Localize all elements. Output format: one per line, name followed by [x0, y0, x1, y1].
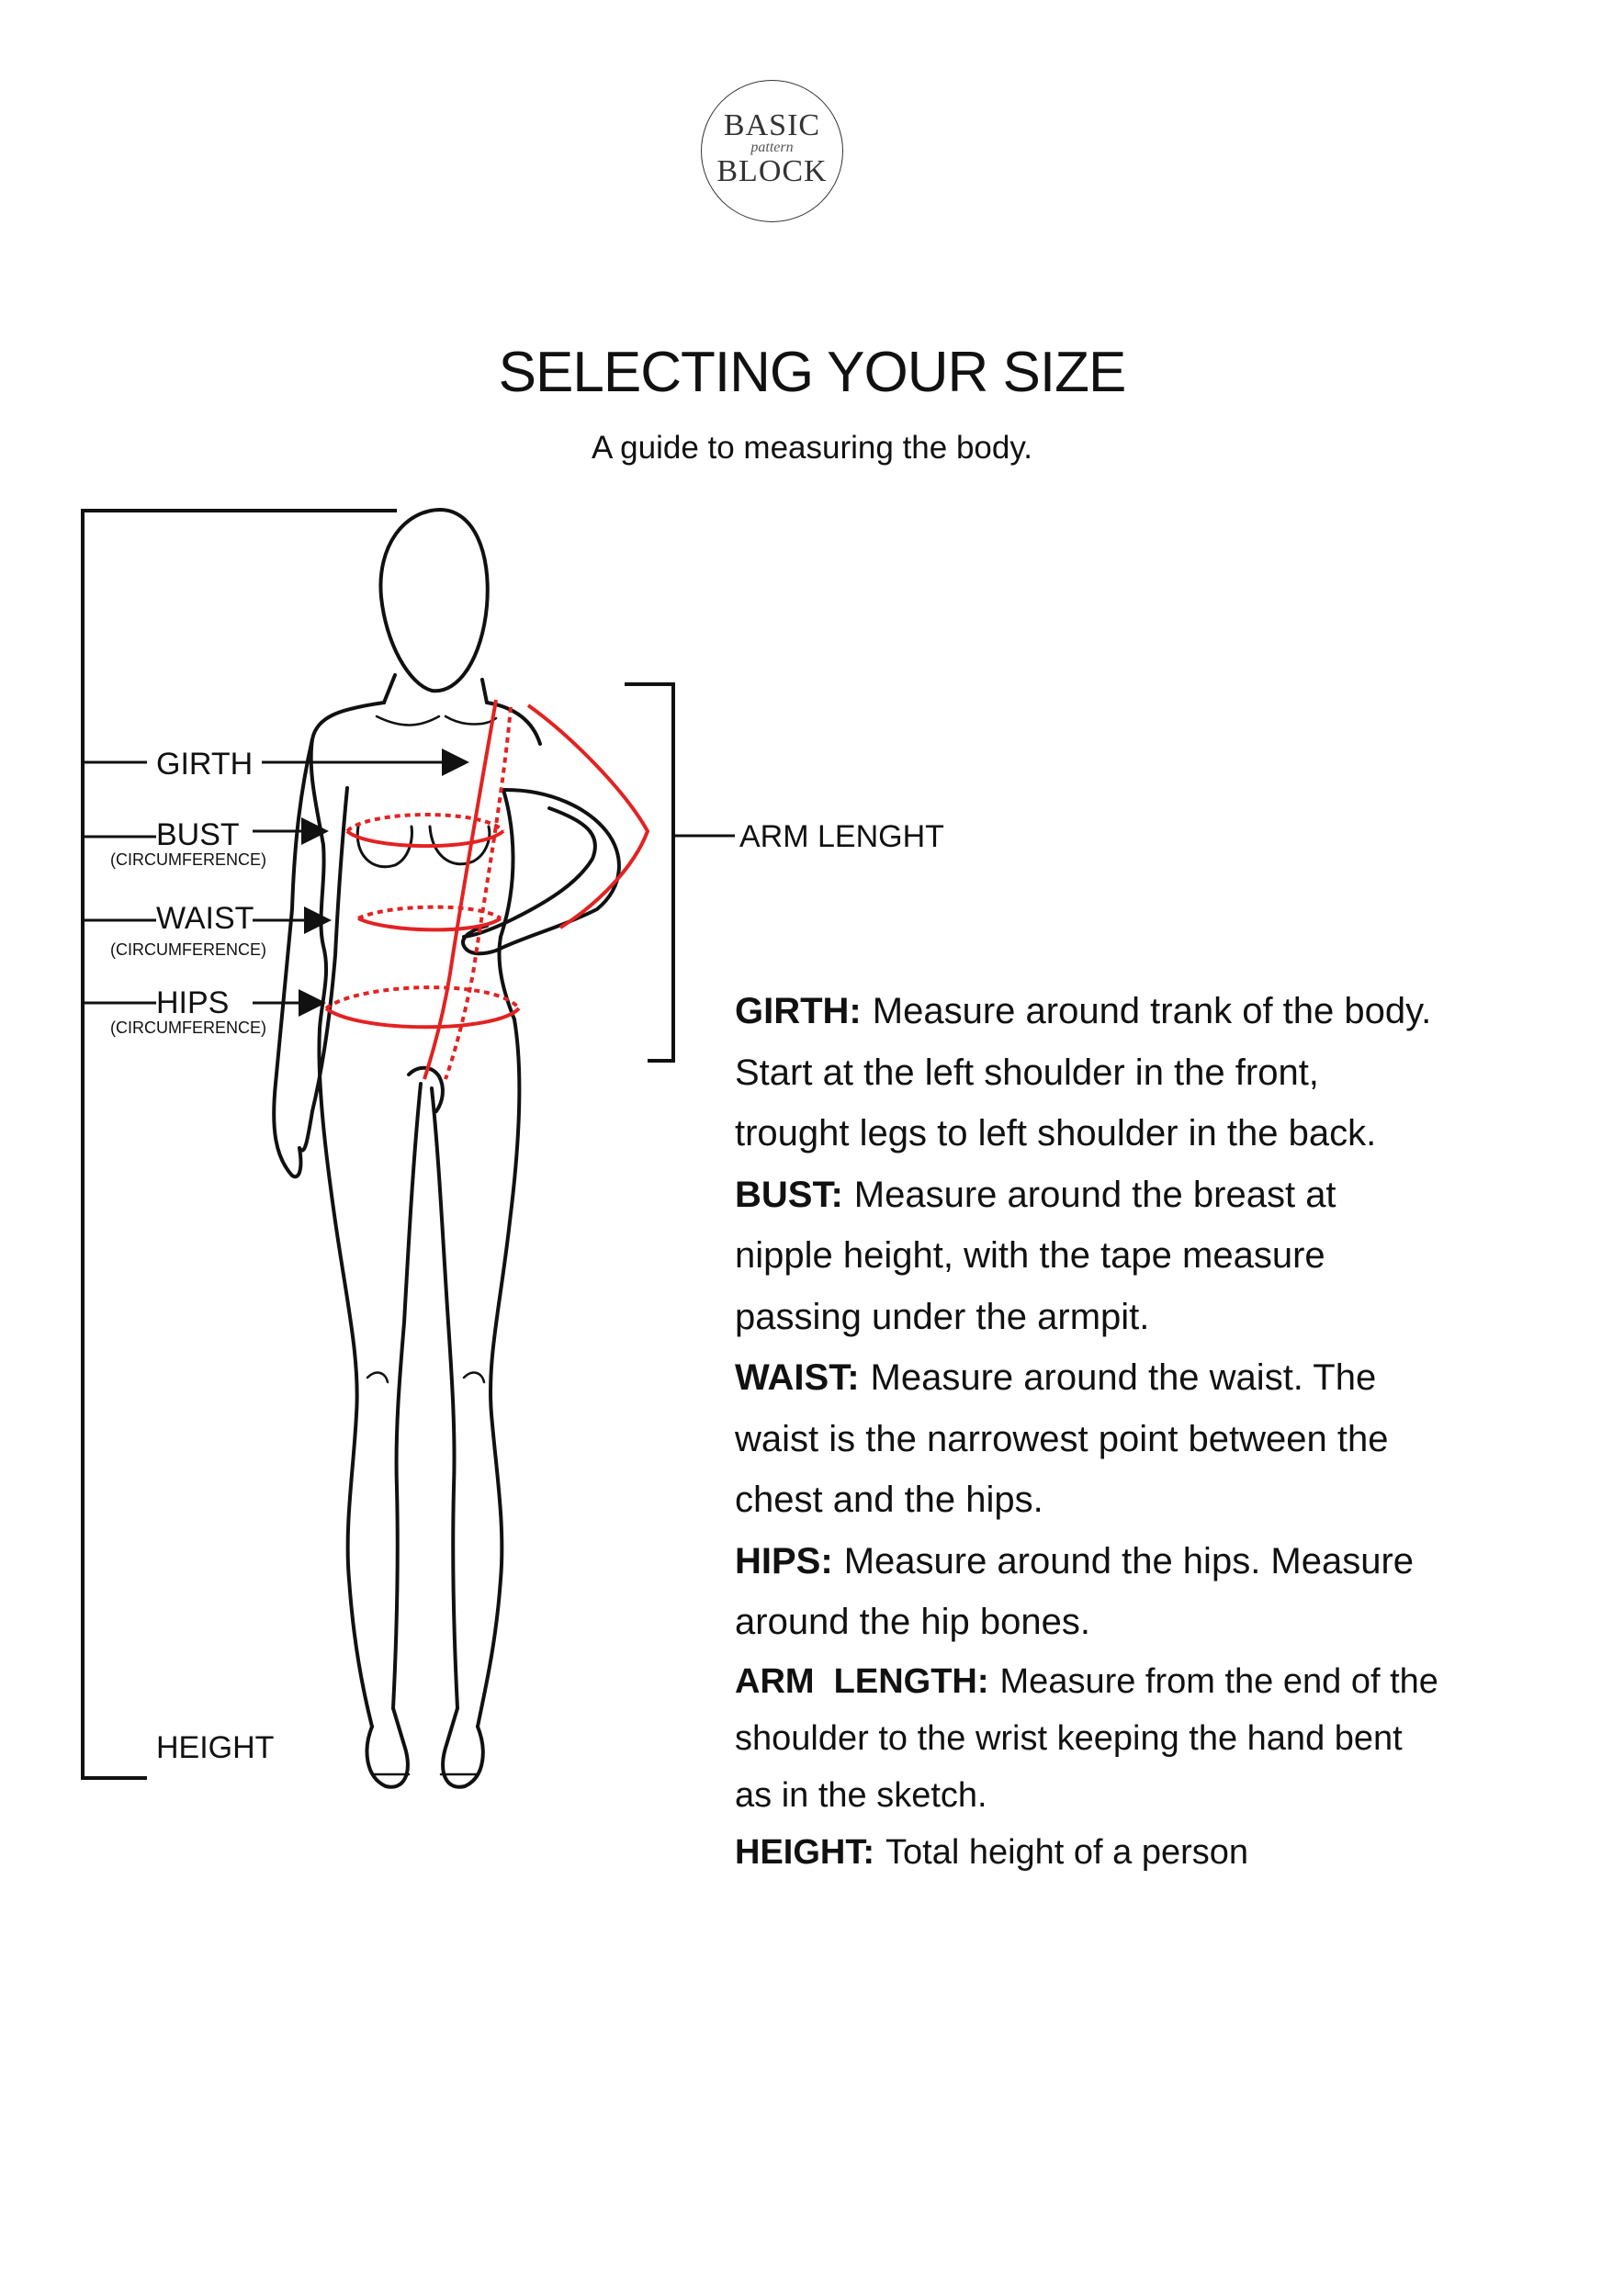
term-hips: HIPS: [735, 1540, 833, 1581]
head-shape [380, 510, 487, 691]
left-torso [311, 703, 384, 1029]
waist-measure-back [358, 907, 501, 918]
logo-text-basic: BASIC [723, 108, 821, 142]
bust-circumference-label: (CIRCUMFERENCE) [110, 850, 266, 869]
hips-measure-line [326, 1008, 519, 1027]
term-height: HEIGHT: [735, 1832, 874, 1872]
description-height [735, 1824, 1617, 1881]
girth-label: GIRTH [156, 747, 254, 782]
girth-text-line-1: Measure around trank of the body. [872, 991, 1432, 1031]
bust-measure-line [347, 831, 503, 846]
hips-measure-back [326, 987, 519, 1008]
collarbone [377, 716, 496, 725]
hips-circumference-label: (CIRCUMFERENCE) [110, 1019, 266, 1037]
term-arm-length: ARM LENGTH: [735, 1661, 989, 1701]
description-hips [735, 1531, 1617, 1653]
description-girth [735, 981, 1617, 1165]
arm-length-text-line-2: shoulder to the wrist keeping the hand bent [735, 1718, 1403, 1758]
waist-text-line-2: waist is the narrowest point between the [735, 1418, 1389, 1459]
description-bust [735, 1165, 1617, 1348]
hips-text-line-1: Measure around the hips. Measure [843, 1540, 1415, 1581]
height-label: HEIGHT [156, 1730, 275, 1765]
waist-circumference-label: (CIRCUMFERENCE) [110, 940, 266, 959]
red-measurement-lines [326, 700, 648, 1079]
neck-left [384, 675, 395, 703]
arm-length-label: ARM LENGHT [739, 819, 944, 854]
left-leg-outer [319, 1029, 372, 1727]
logo-text-block: BLOCK [716, 154, 828, 188]
description-waist [735, 1347, 1617, 1531]
body-outline [274, 510, 619, 1787]
arm-length-text-line-1: Measure from the end of the [999, 1661, 1438, 1701]
bust-text-line-2: nipple height, with the tape measure [735, 1235, 1325, 1276]
girth-text-line-2: Start at the left shoulder in the front, [735, 1052, 1319, 1093]
right-leg-inner [432, 1088, 457, 1708]
bust-text-line-1: Measure around the breast at [853, 1174, 1336, 1215]
bust-measure-back [347, 815, 503, 831]
left-arm [274, 739, 312, 1176]
page-title: SELECTING YOUR SIZE [498, 341, 1126, 404]
neck-right [482, 680, 487, 703]
waist-text-line-1: Measure around the waist. The [870, 1357, 1377, 1398]
height-text-line-1: Total height of a person [885, 1832, 1249, 1872]
right-torso [499, 790, 514, 1019]
girth-text-line-3: trought legs to left shoulder in the back. [735, 1113, 1377, 1154]
waist-label: WAIST [156, 901, 254, 936]
term-girth: GIRTH: [735, 991, 862, 1031]
bust-text-line-3: passing under the armpit. [735, 1296, 1150, 1337]
right-leg-outer [478, 1019, 519, 1727]
page-subtitle: A guide to measuring the body. [592, 430, 1032, 466]
waist-text-line-3: chest and the hips. [735, 1480, 1043, 1520]
arm-length-measure-line [528, 705, 648, 928]
term-bust: BUST: [735, 1174, 843, 1215]
arm-length-bracket [625, 684, 673, 1061]
hips-text-line-2: around the hip bones. [735, 1602, 1090, 1642]
measurement-descriptions [735, 981, 1617, 1881]
hips-label: HIPS [156, 985, 230, 1020]
term-waist: WAIST: [735, 1357, 860, 1398]
left-leg-inner [393, 1084, 421, 1708]
arm-length-text-line-3: as in the sketch. [735, 1775, 987, 1815]
knees [367, 1373, 484, 1382]
bust-label: BUST [156, 817, 240, 852]
description-arm-length [735, 1653, 1617, 1824]
logo-text-pattern: pattern [750, 140, 794, 155]
